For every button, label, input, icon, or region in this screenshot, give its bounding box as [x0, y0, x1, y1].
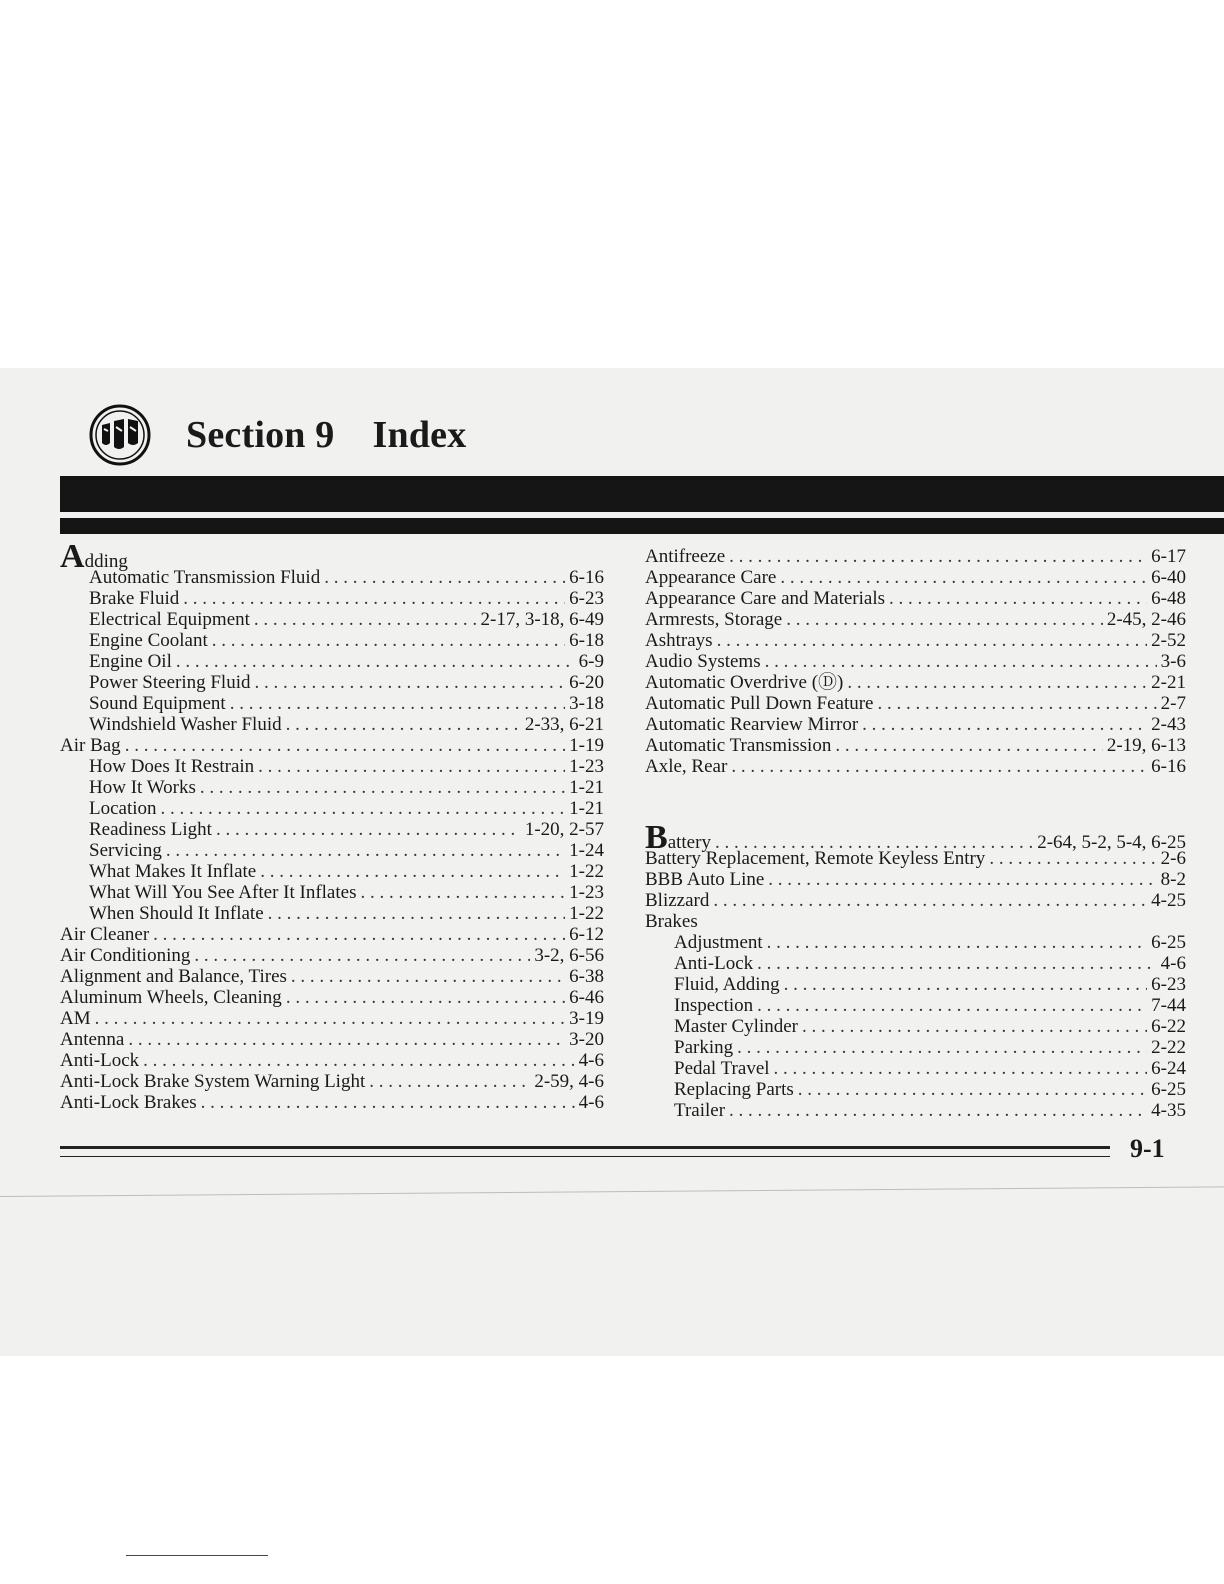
page-reference: 1-23: [569, 756, 604, 777]
index-entry: [645, 819, 1186, 856]
dot-leader: [143, 1050, 575, 1071]
dot-leader: [128, 1029, 565, 1050]
index-entry: [645, 1037, 1186, 1058]
page-reference: 3-6: [1160, 651, 1186, 672]
index-entry: [645, 714, 1186, 735]
page-reference: 6-16: [1151, 756, 1186, 777]
index-term: Automatic Pull Down Feature: [645, 693, 874, 714]
index-term: Pedal Travel: [674, 1058, 770, 1079]
index-term: Armrests, Storage: [645, 609, 783, 630]
dot-leader: [360, 882, 565, 903]
index-term: Anti-Lock: [674, 953, 754, 974]
index-entry: [645, 735, 1186, 756]
index-term: What Makes It Inflate: [89, 861, 257, 882]
index-entry: [60, 714, 604, 735]
dot-leader: [254, 609, 477, 630]
page-reference: 4-6: [1160, 953, 1186, 974]
page-reference: 6-18: [569, 630, 604, 651]
page-reference: 7-44: [1151, 995, 1186, 1016]
heading-text: dding: [84, 551, 128, 572]
section-header: [88, 400, 466, 470]
dot-leader: [166, 840, 565, 861]
page-reference: 6-24: [1151, 1058, 1186, 1079]
index-term: Antifreeze: [645, 546, 726, 567]
page-reference: 6-16: [569, 567, 604, 588]
index-entry: [60, 609, 604, 630]
dot-leader: [768, 869, 1156, 890]
index-entry: [645, 588, 1186, 609]
section-gap: [645, 777, 1186, 827]
header-rule-thin: [60, 518, 1224, 534]
page-reference: 1-19: [569, 735, 604, 756]
page-reference: 2-22: [1151, 1037, 1186, 1058]
index-term: Brake Fluid: [89, 588, 180, 609]
index-term: BBB Auto Line: [645, 869, 765, 890]
page-reference: 4-6: [578, 1050, 604, 1071]
index-term: How It Works: [89, 777, 196, 798]
index-term: Antenna: [60, 1029, 125, 1050]
dot-leader: [729, 546, 1147, 567]
index-entry: [645, 869, 1186, 890]
index-term: Appearance Care and Materials: [645, 588, 886, 609]
index-entry: [60, 798, 604, 819]
dot-leader: [729, 1100, 1147, 1121]
index-term: Readiness Light: [89, 819, 212, 840]
index-entry: [645, 651, 1186, 672]
index-term: Audio Systems: [645, 651, 761, 672]
index-entry: [60, 756, 604, 777]
dot-leader: [847, 672, 1147, 693]
index-entry: [645, 974, 1186, 995]
dot-leader: [230, 693, 565, 714]
index-term: Parking: [674, 1037, 734, 1058]
index-term: Engine Oil: [89, 651, 172, 672]
dot-leader: [176, 651, 575, 672]
index-entry: [60, 840, 604, 861]
section-label: Section 9: [186, 414, 335, 456]
dot-leader: [989, 848, 1156, 869]
dot-leader: [268, 903, 566, 924]
page-reference: 1-24: [569, 840, 604, 861]
index-entry: [645, 995, 1186, 1016]
dot-leader: [889, 588, 1147, 609]
index-term: Anti-Lock Brakes: [60, 1092, 197, 1113]
index-term: Anti-Lock: [60, 1050, 140, 1071]
page-reference: 1-22: [569, 861, 604, 882]
index-entry: [60, 882, 604, 903]
page-reference: 1-20, 2-57: [524, 819, 604, 840]
bottom-link-underline: [126, 1555, 268, 1556]
index-entry: [645, 890, 1186, 911]
page-reference: 6-20: [569, 672, 604, 693]
footer-rule-thin: [60, 1156, 1110, 1157]
index-term: Axle, Rear: [645, 756, 728, 777]
dot-leader: [757, 995, 1147, 1016]
index-entry: [60, 630, 604, 651]
page-reference: 2-59, 4-6: [534, 1071, 604, 1092]
dot-leader: [161, 798, 566, 819]
index-term: Automatic Overdrive (Ⓓ): [645, 672, 844, 693]
footer-rule: [60, 1146, 1110, 1149]
page-reference: 1-22: [569, 903, 604, 924]
index-entry: [645, 1016, 1186, 1037]
index-entry: [60, 735, 604, 756]
index-entry: [60, 1071, 604, 1092]
dot-leader: [835, 735, 1103, 756]
index-term: Aluminum Wheels, Cleaning: [60, 987, 282, 1008]
page-reference: 6-46: [569, 987, 604, 1008]
index-term: Blizzard: [645, 890, 710, 911]
index-column-right: [645, 546, 1186, 1121]
index-entry: [645, 672, 1186, 693]
page-reference: 4-25: [1151, 890, 1186, 911]
page-reference: 1-21: [569, 777, 604, 798]
dot-leader: [757, 953, 1157, 974]
page-reference: 6-12: [569, 924, 604, 945]
index-term: Windshield Washer Fluid: [89, 714, 282, 735]
index-entry: [60, 1008, 604, 1029]
index-entry: [645, 630, 1186, 651]
header-rule-thick: [60, 476, 1224, 512]
dot-leader: [212, 630, 565, 651]
dot-leader: [717, 630, 1148, 651]
index-term: Alignment and Balance, Tires: [60, 966, 287, 987]
page-reference: 6-22: [1151, 1016, 1186, 1037]
heading-initial: A: [60, 538, 85, 575]
page-reference: 6-23: [569, 588, 604, 609]
index-entry: [645, 932, 1186, 953]
dot-leader: [286, 987, 565, 1008]
dot-leader: [862, 714, 1147, 735]
index-term: Replacing Parts: [674, 1079, 794, 1100]
dot-leader: [324, 567, 565, 588]
page-reference: 1-21: [569, 798, 604, 819]
page-title: [186, 413, 466, 457]
buick-logo-icon: [88, 403, 152, 467]
index-term: Power Steering Fluid: [89, 672, 251, 693]
index-term: Servicing: [89, 840, 162, 861]
index-term: Air Bag: [60, 735, 121, 756]
dot-leader: [194, 945, 530, 966]
index-entry: [60, 538, 604, 575]
index-term: Anti-Lock Brake System Warning Light: [60, 1071, 366, 1092]
page-reference: 2-21: [1151, 672, 1186, 693]
page-reference: 3-18: [569, 693, 604, 714]
index-term: Fluid, Adding: [674, 974, 780, 995]
index-entry: [60, 1050, 604, 1071]
index-term: Adjustment: [674, 932, 763, 953]
page-reference: 6-23: [1151, 974, 1186, 995]
page-reference: 3-2, 6-56: [534, 945, 604, 966]
page-reference: 4-35: [1151, 1100, 1186, 1121]
page-reference: 8-2: [1160, 869, 1186, 890]
index-entry: [60, 567, 604, 588]
index-term: Ashtrays: [645, 630, 713, 651]
index-entry: [60, 777, 604, 798]
index-term: How Does It Restrain: [89, 756, 255, 777]
dot-leader: [798, 1079, 1147, 1100]
page-reference: 3-19: [569, 1008, 604, 1029]
heading-text: attery: [667, 832, 711, 853]
page-reference: 4-6: [578, 1092, 604, 1113]
index-term: Appearance Care: [645, 567, 777, 588]
index-term: AM: [60, 1008, 91, 1029]
page-reference: 6-48: [1151, 588, 1186, 609]
index-entry: [60, 693, 604, 714]
index-term: Brakes: [645, 911, 698, 932]
index-entry: [60, 945, 604, 966]
index-term: When Should It Inflate: [89, 903, 264, 924]
index-entry: [645, 953, 1186, 974]
index-entry: [645, 567, 1186, 588]
index-term: Electrical Equipment: [89, 609, 250, 630]
dot-leader: [774, 1058, 1148, 1079]
index-entry: [60, 903, 604, 924]
index-entry: [60, 819, 604, 840]
dot-leader: [713, 890, 1147, 911]
dot-leader: [780, 567, 1147, 588]
index-term: Air Conditioning: [60, 945, 191, 966]
index-term: Inspection: [674, 995, 754, 1016]
index-entry: [645, 1100, 1186, 1121]
dot-leader: [260, 861, 565, 882]
dot-leader: [216, 819, 521, 840]
dot-leader: [765, 651, 1157, 672]
page-reference: 2-45, 2-46: [1106, 609, 1186, 630]
dot-leader: [784, 974, 1148, 995]
index-term: Air Cleaner: [60, 924, 150, 945]
dot-leader: [153, 924, 565, 945]
page-reference: 2-64, 5-2, 5-4, 6-25: [1037, 832, 1186, 853]
page-reference: 2-19, 6-13: [1106, 735, 1186, 756]
index-entry: [645, 1058, 1186, 1079]
index-entry: [60, 1029, 604, 1050]
dot-leader: [201, 1092, 575, 1113]
index-term: Sound Equipment: [89, 693, 226, 714]
index-entry: [645, 546, 1186, 567]
index-entry: [645, 1079, 1186, 1100]
dot-leader: [767, 932, 1148, 953]
index-term: Trailer: [674, 1100, 726, 1121]
dot-leader: [255, 672, 566, 693]
index-term: Engine Coolant: [89, 630, 208, 651]
dot-leader: [291, 966, 565, 987]
index-term: Location: [89, 798, 157, 819]
dot-leader: [737, 1037, 1147, 1058]
page-reference: 2-6: [1160, 848, 1186, 869]
page-reference: 3-20: [569, 1029, 604, 1050]
page-number: 9-1: [1130, 1134, 1165, 1163]
index-term: Automatic Transmission Fluid: [89, 567, 321, 588]
dot-leader: [369, 1071, 530, 1092]
dot-leader: [731, 756, 1147, 777]
page-reference: 6-25: [1151, 932, 1186, 953]
page-reference: 2-43: [1151, 714, 1186, 735]
dot-leader: [786, 609, 1103, 630]
index-entry: [645, 848, 1186, 869]
page-reference: 2-52: [1151, 630, 1186, 651]
index-column-left: [60, 538, 604, 1113]
page-reference: 6-38: [569, 966, 604, 987]
dot-leader: [258, 756, 565, 777]
page-reference: 2-33, 6-21: [524, 714, 604, 735]
index-entry: [60, 672, 604, 693]
index-entry: [645, 609, 1186, 630]
dot-leader: [95, 1008, 566, 1029]
page-reference: 6-9: [578, 651, 604, 672]
dot-leader: [878, 693, 1157, 714]
index-entry: [60, 966, 604, 987]
dot-leader: [183, 588, 565, 609]
index-entry: [60, 651, 604, 672]
dot-leader: [200, 777, 565, 798]
page-reference: 6-17: [1151, 546, 1186, 567]
index-term: Master Cylinder: [674, 1016, 799, 1037]
page-reference: 1-23: [569, 882, 604, 903]
index-term: Automatic Rearview Mirror: [645, 714, 859, 735]
index-term: What Will You See After It Inflates: [89, 882, 357, 903]
index-entry: [60, 861, 604, 882]
index-term: Automatic Transmission: [645, 735, 832, 756]
dot-leader: [286, 714, 521, 735]
index-entry: [645, 911, 1186, 932]
dot-leader: [125, 735, 565, 756]
page-reference: 2-17, 3-18, 6-49: [480, 609, 604, 630]
index-entry: [60, 987, 604, 1008]
heading-initial: B: [645, 819, 668, 856]
index-entry: [645, 756, 1186, 777]
index-entry: [60, 924, 604, 945]
dot-leader: [802, 1016, 1147, 1037]
index-entry: [60, 588, 604, 609]
page-reference: 6-40: [1151, 567, 1186, 588]
index-entry: [60, 1092, 604, 1113]
page-reference: 2-7: [1160, 693, 1186, 714]
index-title: Index: [372, 414, 467, 456]
page-reference: 6-25: [1151, 1079, 1186, 1100]
index-entry: [645, 693, 1186, 714]
index-term: Battery Replacement, Remote Keyless Entry: [645, 848, 986, 869]
